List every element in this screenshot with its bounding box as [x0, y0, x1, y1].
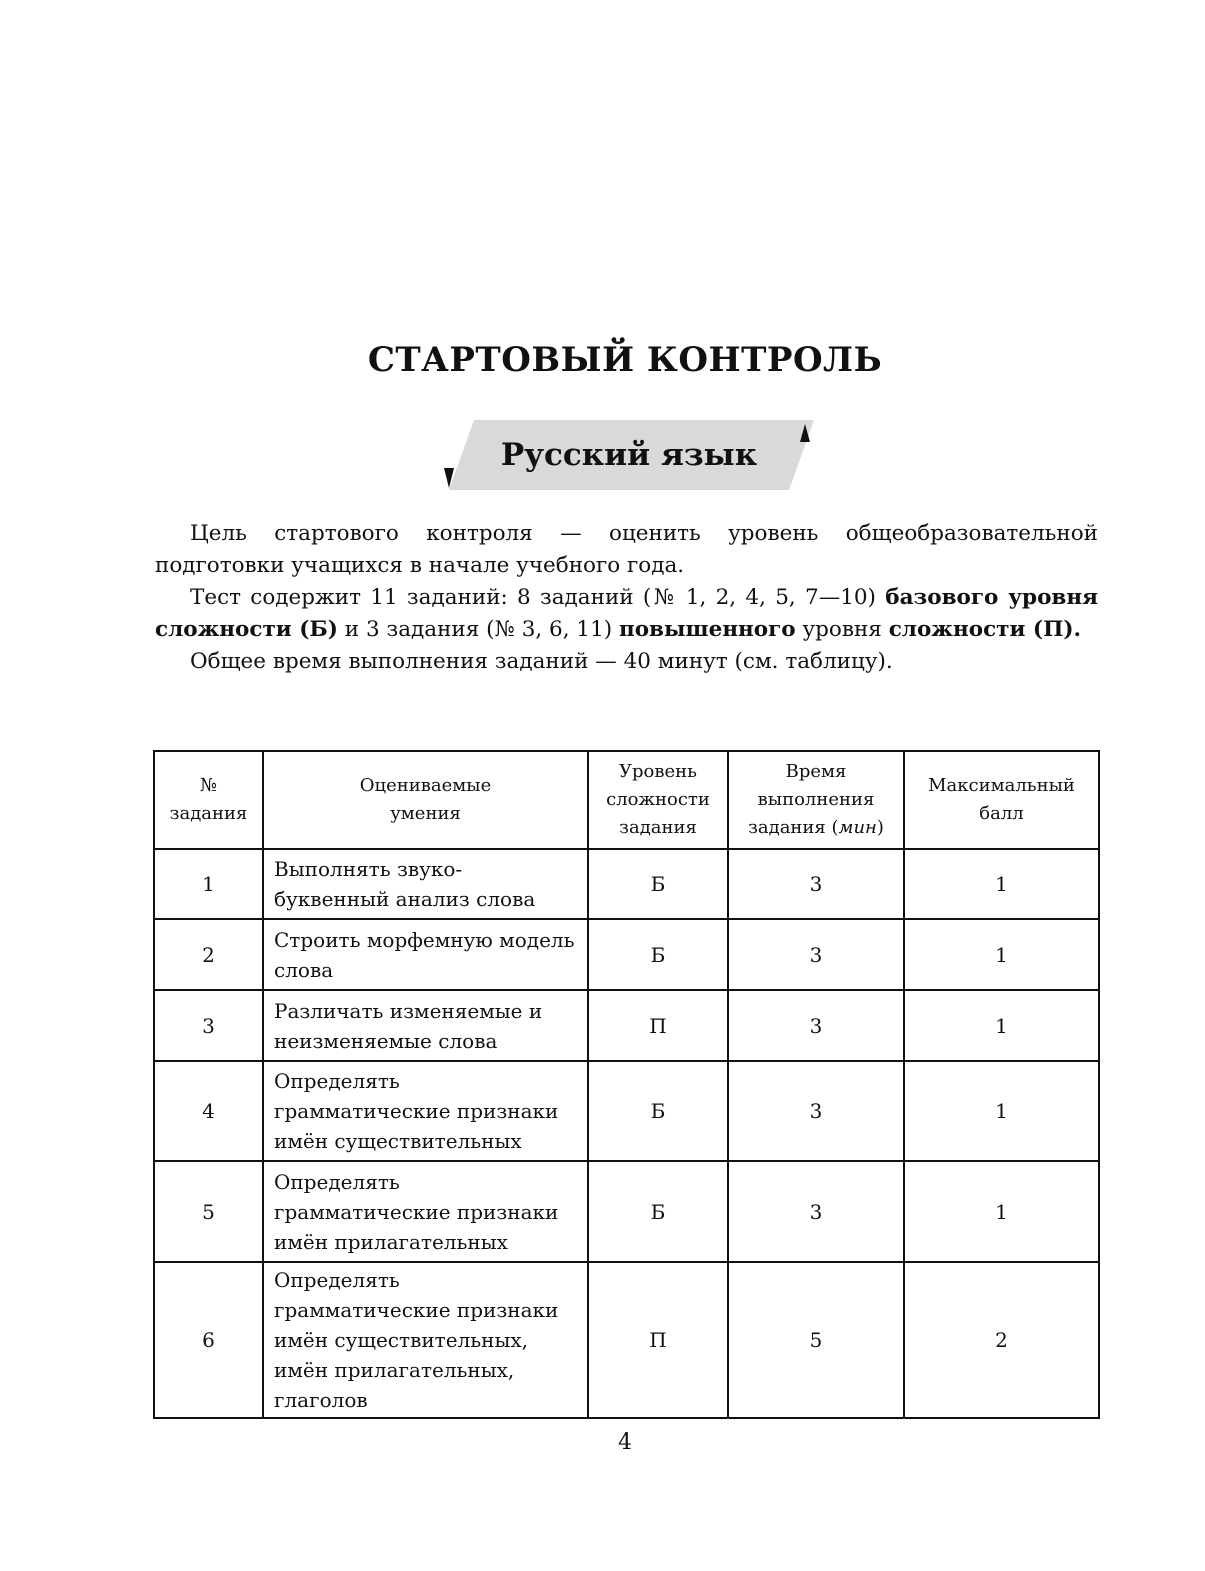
header-score: Максимальный балл [904, 751, 1099, 849]
task-level: Б [588, 1061, 728, 1161]
page-title: СТАРТОВЫЙ КОНТРОЛЬ [367, 340, 883, 380]
task-score: 2 [904, 1262, 1099, 1418]
table-header-row [154, 751, 1099, 849]
table-row [154, 990, 1099, 1061]
task-time: 3 [728, 1161, 904, 1262]
section-title: Русский язык [500, 437, 758, 473]
task-score: 1 [904, 919, 1099, 990]
task-time: 5 [728, 1262, 904, 1418]
intro-p2-part2: и 3 задания (№ 3, 6, 11) [337, 617, 619, 642]
header-number: № задания [154, 751, 263, 849]
table-row [154, 1262, 1099, 1418]
intro-p2-bold3: сложности (П). [888, 617, 1082, 642]
task-skill: Строить морфемную модель слова [263, 919, 588, 990]
task-score: 1 [904, 1061, 1099, 1161]
page-number: 4 [618, 1430, 632, 1455]
tasks-table [153, 750, 1100, 1419]
task-score: 1 [904, 990, 1099, 1061]
task-level: Б [588, 919, 728, 990]
task-time: 3 [728, 849, 904, 919]
task-number: 3 [154, 990, 263, 1061]
task-skill: Определять грамматические признаки имён прилагательных [263, 1161, 588, 1262]
intro-p2-bold2: повышенного [618, 617, 796, 642]
table-row [154, 1061, 1099, 1161]
task-skill: Различать изменяемые и неизменяемые слова [263, 990, 588, 1061]
table-row [154, 849, 1099, 919]
intro-text [155, 518, 1098, 678]
task-level: П [588, 1262, 728, 1418]
task-skill: Определять грамматические признаки имён существительных [263, 1061, 588, 1161]
task-skill: Определять грамматические признаки имён существительных, имён прилагательных, глаголов [263, 1262, 588, 1418]
task-time: 3 [728, 1061, 904, 1161]
task-skill: Выполнять звуко-буквенный анализ слова [263, 849, 588, 919]
header-skill: Оцениваемые умения [263, 751, 588, 849]
task-level: Б [588, 1161, 728, 1262]
intro-paragraph-2 [155, 582, 1098, 646]
intro-p2-part1: Тест содержит 11 заданий: 8 заданий (№ 1, 2, 4, 5, 7—10) [190, 585, 886, 610]
intro-p2-part3: уровня [795, 617, 889, 642]
task-number: 4 [154, 1061, 263, 1161]
table-row [154, 1161, 1099, 1262]
task-time: 3 [728, 919, 904, 990]
intro-p2-bold1: базового уровня сложности (Б) [155, 585, 1098, 642]
task-number: 1 [154, 849, 263, 919]
header-time: Время выполнения задания (мин) [728, 751, 904, 849]
intro-paragraph-3: Общее время выполнения заданий — 40 минут (см. таблицу). [190, 649, 893, 674]
section-banner [444, 420, 814, 490]
task-number: 2 [154, 919, 263, 990]
task-level: П [588, 990, 728, 1061]
task-score: 1 [904, 1161, 1099, 1262]
intro-paragraph-1: Цель стартового контроля — оценить уровень общеобразовательной подготовки учащихся в начале учебного года. [155, 521, 1098, 578]
task-score: 1 [904, 849, 1099, 919]
task-time: 3 [728, 990, 904, 1061]
header-level: Уровень сложности задания [588, 751, 728, 849]
task-number: 6 [154, 1262, 263, 1418]
task-level: Б [588, 849, 728, 919]
table-row [154, 919, 1099, 990]
task-number: 5 [154, 1161, 263, 1262]
